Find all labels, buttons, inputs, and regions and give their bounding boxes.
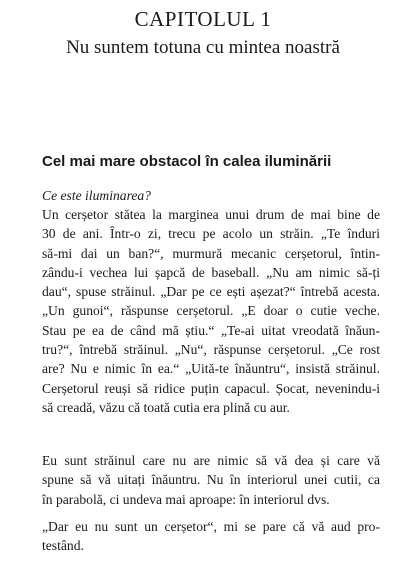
paragraph-line: „Dar eu nu sunt un cerșetor“, mi se pare că vă aud pro- [42, 519, 380, 534]
paragraph-line: are? Nu e nimic în ea.“ „Uită-te înăuntru“, insistă străinul. [42, 361, 380, 377]
section-heading: Cel mai mare obstacol în calea iluminării [42, 153, 332, 170]
paragraph-line: zându-i vechea lui șapcă de baseball. „Nu am nimic să-ți [42, 264, 380, 280]
paragraph-line: Un cerșetor stătea la marginea unui drum de mai bine de [42, 207, 380, 222]
paragraph-line: „Un gunoi“, răspunse cerșetorul. „E doar o cutie veche. [42, 303, 380, 319]
paragraph-line: în parabolă, ci undeva mai aproape: în interiorul dvs. [42, 491, 330, 507]
paragraph-line: să-mi dai un ban?“, murmură mecanic cerșetorul, întin- [42, 245, 380, 261]
paragraph-line: tru?“, întrebă străinul. „Nu“, răspunse cerșetorul. „Ce rost [42, 342, 380, 358]
chapter-title: Nu suntem totuna cu mintea noastră [66, 37, 340, 58]
paragraph-line: 30 de ani. Într-o zi, trecu pe acolo un străin. „Te înduri [42, 226, 380, 242]
paragraph-line: testând. [42, 538, 84, 554]
paragraph-line: Eu sunt străinul care nu are nimic să vă dea și care vă [42, 453, 380, 468]
paragraph-line: să creadă, văzu că toată cutia era plină cu aur. [42, 399, 290, 415]
paragraph-3 [42, 517, 380, 556]
paragraph-line: spune să vă uitați înăuntru. Nu în interiorul unei cutii, ca [42, 472, 380, 488]
chapter-label: CAPITOLUL 1 [134, 7, 272, 31]
paragraph-line: Cerșetorul reuși să ridice puțin capacul. Șocat, nevenindu-i [42, 380, 380, 396]
paragraph-1 [42, 205, 380, 417]
paragraph-2 [42, 451, 380, 509]
section-question: Ce este iluminarea? [42, 188, 151, 203]
paragraph-line: dau“, spuse străinul. „Dar pe ce ești așezat?“ întrebă acesta. [42, 284, 380, 300]
paragraph-line: Stau pe ea de când mă știu.“ „Te-ai uitat vreodată înăun- [42, 322, 380, 338]
